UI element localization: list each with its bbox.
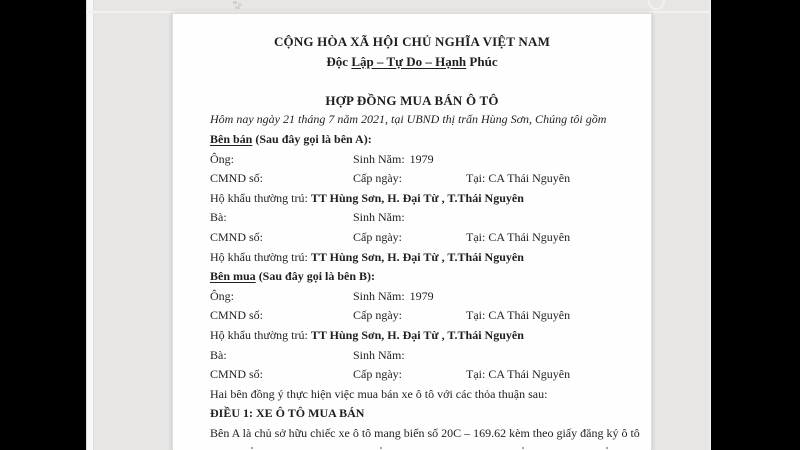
workspace-right-edge (709, 0, 711, 450)
issue-place: Tại: CA Thái Nguyên (466, 229, 571, 244)
issue-date-label: Cấp ngày: (353, 367, 402, 382)
seller-mrs-residence-row (210, 248, 614, 268)
mr-label: Ông: (210, 151, 234, 166)
left-scrollbar[interactable] (86, 0, 94, 450)
issue-date-label: Cấp ngày: (353, 171, 402, 186)
mr-label: Ông: (210, 288, 234, 303)
seller-mrs-id-row (210, 228, 614, 248)
residence-value: TT Hùng Sơn, H. Đại Từ , T.Thái Nguyên (310, 190, 524, 205)
birth-year-label: Sinh Năm: (353, 347, 405, 362)
seller-heading: Bên bán (Sau đây gọi là bên A): (210, 131, 372, 146)
issue-place: Tại: CA Thái Nguyên (466, 171, 571, 186)
id-label: CMND số: (210, 229, 264, 244)
issue-place: Tại: CA Thái Nguyên (466, 308, 571, 323)
national-header-text: CỘNG HÒA XÃ HỘI CHỦ NGHĨA VIỆT NAM (273, 34, 551, 49)
buyer-mr-id-row (210, 306, 614, 326)
seller-mr-row (210, 150, 614, 170)
birth-year-label: Sinh Năm: (353, 210, 405, 225)
national-header (210, 32, 614, 52)
id-label: CMND số: (210, 308, 264, 323)
birth-year: Sinh Năm: 1979 (353, 288, 434, 303)
id-label: CMND số: (210, 367, 264, 382)
buyer-mrs-row (210, 346, 614, 366)
document-viewer-workspace (86, 0, 711, 450)
document-title: HỢP ĐỒNG MUA BÁN Ô TÔ (325, 92, 499, 108)
residence-value: TT Hùng Sơn, H. Đại Từ , T.Thái Nguyên (310, 327, 524, 342)
residence-label: Hộ khẩu thường trú: (210, 327, 311, 342)
seller-mrs-row (210, 208, 614, 228)
partial-circle-icon (648, 0, 665, 10)
national-motto: Độc Lập – Tự Do – Hạnh Phúc (326, 53, 498, 69)
opening-line: Hôm nay ngày 21 tháng 7 năm 2021, tại UBND thị trấn Hùng Sơn, Chúng tôi gồm (210, 112, 607, 127)
partial-toolbar-icon[interactable] (233, 1, 243, 9)
blank-line (210, 71, 614, 91)
birth-year: Sinh Năm: 1979 (353, 151, 434, 166)
issue-date-label: Cấp ngày: (353, 229, 402, 244)
contract-content (173, 14, 651, 443)
mrs-label: Bà: (210, 347, 227, 362)
article1-line: Bên A là chủ sở hữu chiếc xe ô tô mang biển số 20C – 169.62 kèm theo giấy đăng ký ô tô (210, 425, 640, 440)
buyer-heading: Bên mua (Sau đây gọi là bên B): (210, 269, 376, 284)
residence-label: Hộ khẩu thường trú: (210, 190, 311, 205)
issue-date-label: Cấp ngày: (353, 308, 402, 323)
agreement-line: Hai bên đồng ý thực hiện việc mua bán xe ô tô với các thỏa thuận sau: (210, 386, 548, 401)
buyer-mr-residence-row (210, 326, 614, 346)
buyer-mr-row (210, 287, 614, 307)
mrs-label: Bà: (210, 210, 227, 225)
seller-mr-residence-row (210, 189, 614, 209)
article1-heading: ĐIỀU 1: XE Ô TÔ MUA BÁN (210, 406, 365, 421)
residence-label: Hộ khẩu thường trú: (210, 249, 311, 264)
issue-place: Tại: CA Thái Nguyên (466, 367, 571, 382)
seller-mr-id-row (210, 169, 614, 189)
buyer-mrs-id-row (210, 365, 614, 385)
contract-page (172, 13, 652, 450)
residence-value: TT Hùng Sơn, H. Đại Từ , T.Thái Nguyên (310, 249, 524, 264)
id-label: CMND số: (210, 171, 264, 186)
